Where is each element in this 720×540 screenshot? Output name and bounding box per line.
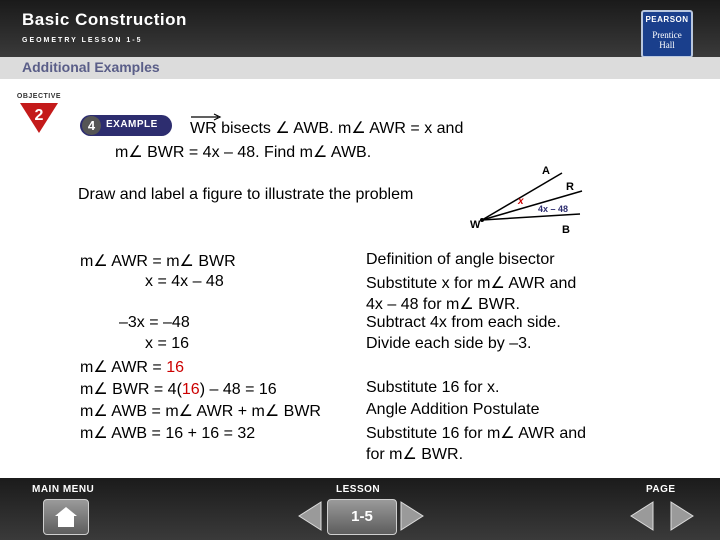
reason-3: 4x – 48 for m∠ BWR. <box>366 296 520 313</box>
page-subtitle: GEOMETRY LESSON 1-5 <box>22 37 143 44</box>
lesson-number-button[interactable] <box>327 499 397 535</box>
lesson-prev-button[interactable] <box>296 499 324 533</box>
value-highlight: 16 <box>166 359 184 376</box>
reason-9: for m∠ BWR. <box>366 446 464 463</box>
lesson-next-button[interactable] <box>398 499 426 533</box>
page-next-button[interactable] <box>668 499 696 533</box>
step-2: x = 4x – 48 <box>145 273 224 290</box>
reason-2: Substitute x for m∠ AWR and <box>366 275 577 292</box>
ray-wr: WR <box>190 120 217 138</box>
reason-4: Subtract 4x from each side. <box>366 314 561 331</box>
triangle-right-icon <box>668 499 696 533</box>
step-3: –3x = –48 <box>119 314 190 331</box>
page-prev-button[interactable] <box>628 499 656 533</box>
problem-line-1: WR bisects ∠ AWB. m∠ AWR = x and <box>190 118 463 138</box>
logo-text-pearson: PEARSON <box>645 15 689 24</box>
value-highlight: 16 <box>181 381 200 398</box>
reason-7: Angle Addition Postulate <box>366 401 540 418</box>
reason-8: Substitute 16 for m∠ AWR and <box>366 425 587 442</box>
reason-6: Substitute 16 for x. <box>366 379 500 396</box>
objective-badge <box>14 93 64 141</box>
angle-figure <box>460 160 590 240</box>
example-label: EXAMPLE <box>106 119 158 130</box>
section-ribbon <box>0 57 720 79</box>
vertex-w <box>480 218 484 222</box>
triangle-left-icon <box>628 499 656 533</box>
triangle-left-icon <box>296 499 324 533</box>
instruction-text: Draw and label a figure to illustrate the problem <box>78 186 414 203</box>
example-number: 4 <box>82 116 101 135</box>
page-title: Basic Construction <box>22 10 187 29</box>
step-7: m∠ AWB = m∠ AWR + m∠ BWR <box>80 403 321 420</box>
header-bar <box>0 0 720 57</box>
reason-1: Definition of angle bisector <box>366 251 555 268</box>
step-5: m∠ AWR = 16 <box>80 359 184 376</box>
example-badge <box>80 115 172 136</box>
objective-number: 2 <box>34 107 44 124</box>
step-4: x = 16 <box>145 335 190 352</box>
step-8: m∠ AWB = 16 + 16 = 32 <box>80 425 256 442</box>
lesson-number: 1-5 <box>351 508 373 525</box>
problem-line-2: m∠ BWR = 4x – 48. Find m∠ AWB. <box>115 144 372 161</box>
reason-5: Divide each side by –3. <box>366 335 532 352</box>
main-menu-label: MAIN MENU <box>32 484 95 495</box>
page-label: PAGE <box>646 484 676 495</box>
publisher-logo <box>641 10 693 58</box>
label-x: x <box>518 196 524 207</box>
main-menu-button[interactable] <box>43 499 89 535</box>
section-label: Additional Examples <box>22 59 160 75</box>
label-w: W <box>470 219 481 231</box>
label-b: B <box>562 224 570 236</box>
label-expr: 4x – 48 <box>538 204 569 214</box>
triangle-right-icon <box>398 499 426 533</box>
logo-text-prentice-hall: Prentice Hall <box>652 30 682 50</box>
lesson-label: LESSON <box>336 484 381 495</box>
home-icon <box>44 500 88 534</box>
ray-arrow-icon <box>190 113 222 121</box>
label-a: A <box>542 165 550 177</box>
label-r: R <box>566 181 574 193</box>
objective-label: OBJECTIVE <box>16 93 62 100</box>
step-1: m∠ AWR = m∠ BWR <box>80 253 236 270</box>
step-6: m∠ BWR = 4(16) – 48 = 16 <box>80 381 277 398</box>
objective-shield-icon <box>14 100 64 136</box>
ray-wb <box>482 214 580 220</box>
